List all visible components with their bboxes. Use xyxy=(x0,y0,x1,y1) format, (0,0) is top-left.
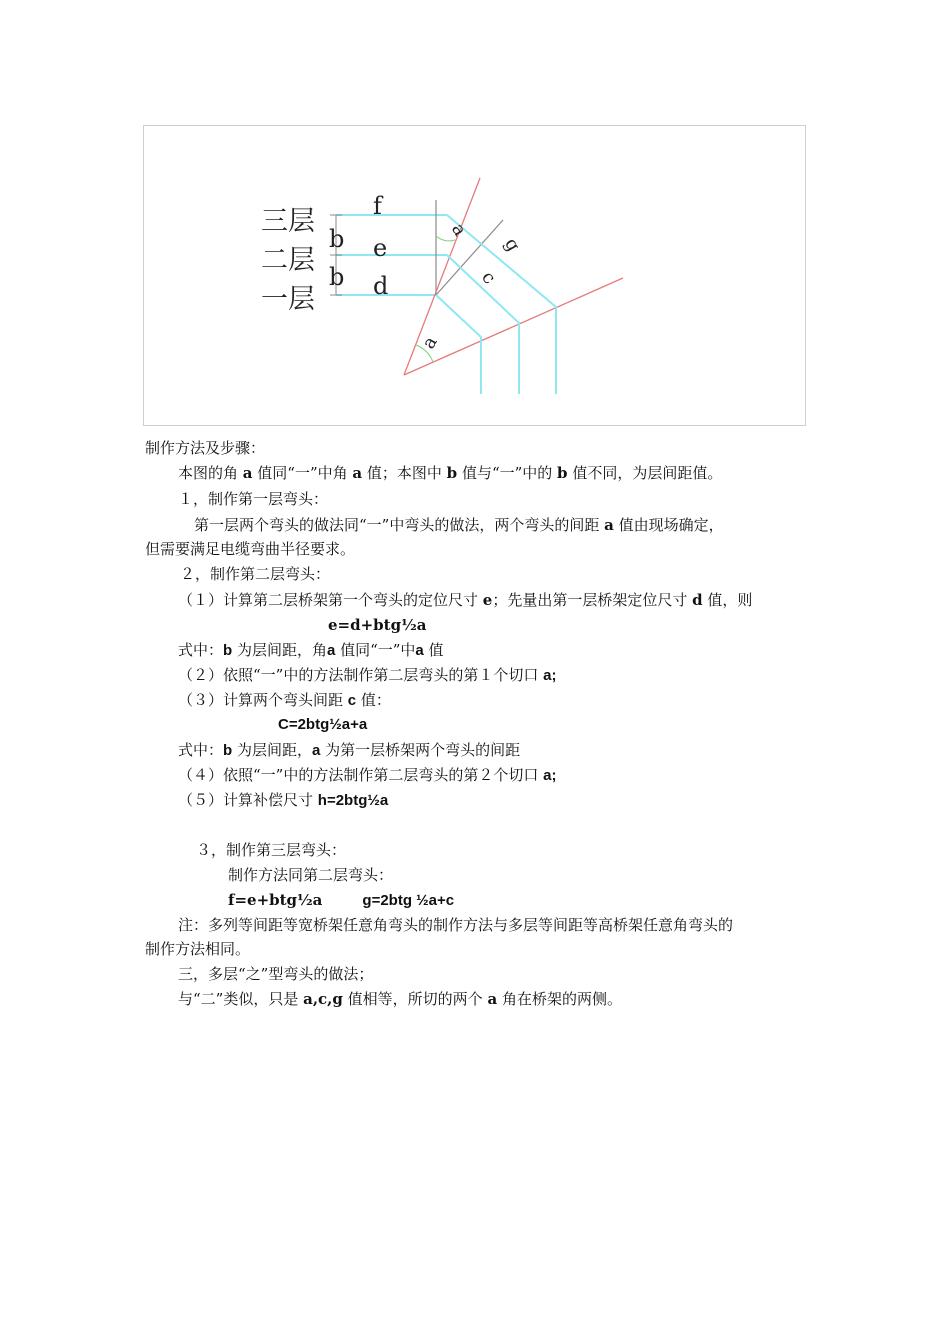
cut-line-lower xyxy=(404,278,623,375)
label-d: d xyxy=(373,272,389,300)
heading-method: 制作方法及步骤： xyxy=(145,439,266,457)
step-1-paragraph: 第一层两个弯头的做法同“一”中弯头的做法，两个弯头的间距 a 值由现场确定， xyxy=(194,516,724,534)
bend-path-three xyxy=(447,215,556,394)
label-f: f xyxy=(373,192,382,220)
step-2-title: ２，制作第二层弯头： xyxy=(180,565,331,583)
last-paragraph: 与“二”类似，只是 a,c,g 值相等，所切的两个 a 角在桥架的两侧。 xyxy=(178,990,622,1008)
floor-label-one: 一层 xyxy=(261,284,315,315)
formula-f-g: f=e+btg½a g=2btg ½a+c xyxy=(228,891,455,909)
note-line-1: 注：多列等间距等宽桥架任意角弯头的制作方法与多层等间距等高桥架任意角弯头的 xyxy=(178,916,734,934)
step-1-paragraph-cont: 但需要满足电缆弯曲半径要求。 xyxy=(145,540,356,558)
step-2-4: （４）依照“一”中的方法制作第二层弯头的第２个切口 a; xyxy=(178,766,557,784)
label-a-lower: a xyxy=(418,332,442,353)
step-3-title: ３，制作第三层弯头： xyxy=(196,841,347,859)
label-e: e xyxy=(373,234,388,262)
section-three-title: 三，多层“之”型弯头的做法； xyxy=(178,965,374,983)
diagonal-reference-line xyxy=(436,220,503,295)
step-1-title: １，制作第一层弯头： xyxy=(178,490,329,508)
formula-c: C=2btg½a+a xyxy=(278,716,368,733)
step-2-3: （３）计算两个弯头间距 c 值： xyxy=(178,691,391,709)
bend-diagram xyxy=(143,125,806,426)
label-b-upper: b xyxy=(329,225,345,253)
step-2-1: （１）计算第二层桥架第一个弯头的定位尺寸 e；先量出第一层桥架定位尺寸 d 值，则 xyxy=(178,591,753,609)
label-a-upper: a xyxy=(447,219,471,240)
step-2-2: （２）依照“一”中的方法制作第二层弯头的第１个切口 a; xyxy=(178,666,557,684)
paragraph-intro: 本图的角 a 值同“一”中角 a 值；本图中 b 值与“一”中的 b 值不同，为层间距值。 xyxy=(178,464,723,482)
label-c: c xyxy=(477,267,500,289)
label-b-lower: b xyxy=(329,263,345,291)
formula-e: e=d+btg½a xyxy=(328,616,427,634)
floor-label-two: 二层 xyxy=(261,245,315,276)
note-line-2: 制作方法相同。 xyxy=(145,940,251,958)
where-1: 式中：b 为层间距，角a 值同“一”中a 值 xyxy=(178,641,444,659)
where-2: 式中：b 为层间距，a 为第一层桥架两个弯头的间距 xyxy=(178,741,521,759)
floor-label-three: 三层 xyxy=(261,206,315,237)
bend-diagram-lines xyxy=(144,126,807,427)
step-3-paragraph: 制作方法同第二层弯头： xyxy=(228,866,394,884)
label-g: g xyxy=(500,234,525,255)
step-2-5: （５）计算补偿尺寸 h=2btg½a xyxy=(178,791,389,809)
